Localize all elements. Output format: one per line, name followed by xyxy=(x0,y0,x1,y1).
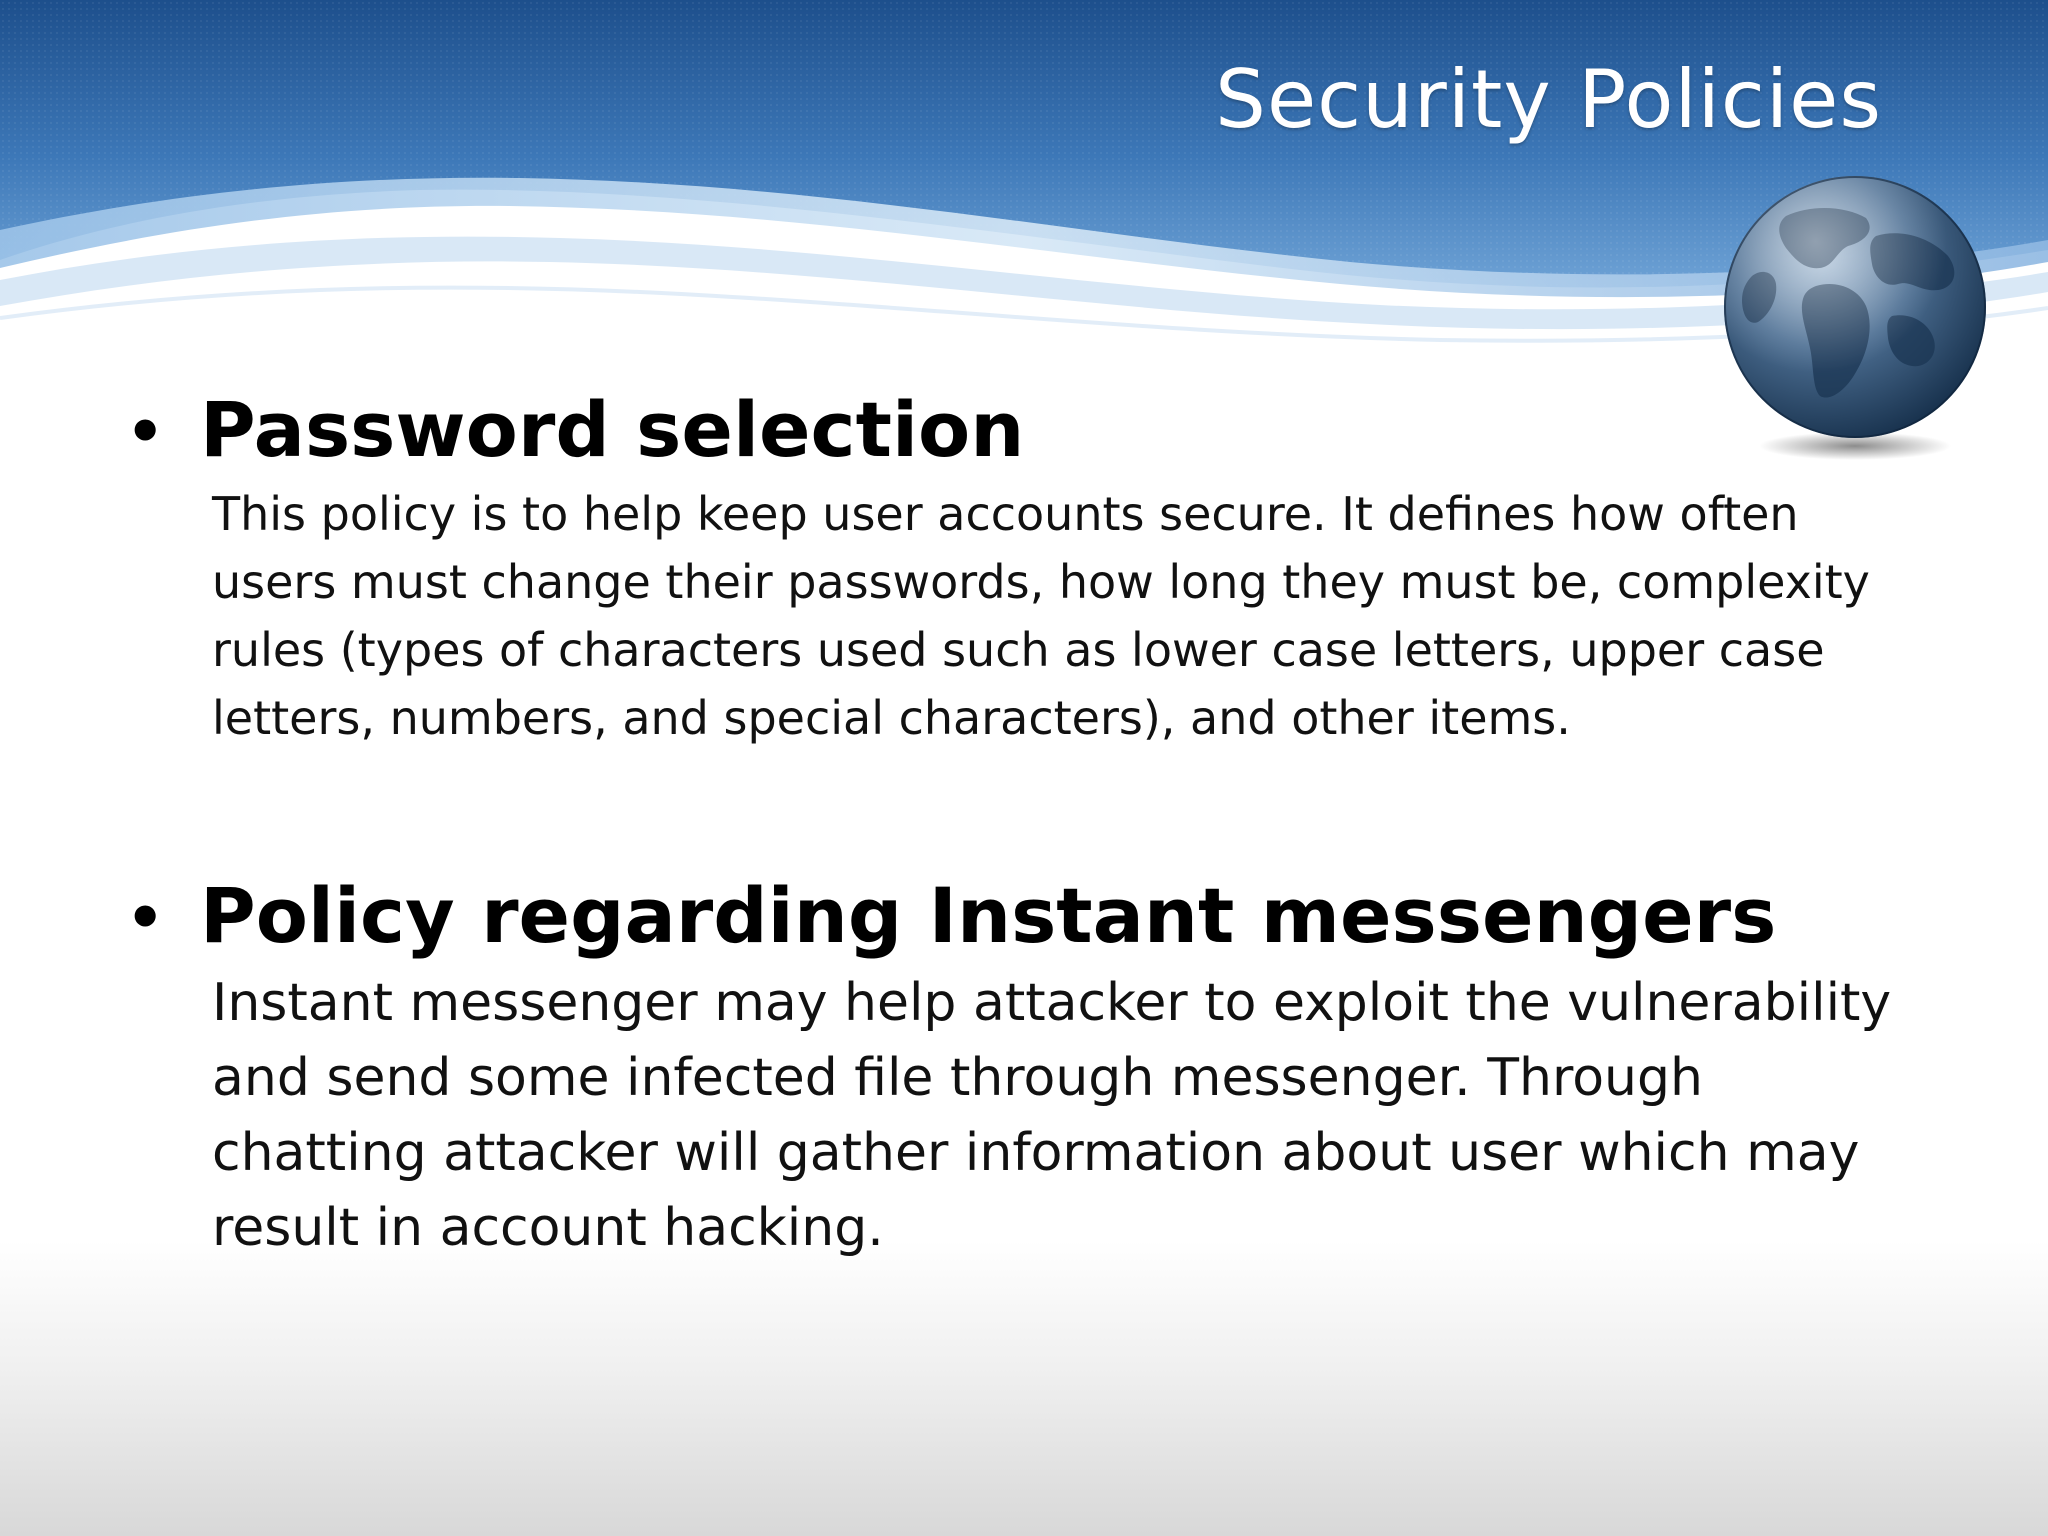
section-body: This policy is to help keep user accounts secure. It defines how often users must change their passwords, how long they must be, complexity rules (types of characters used such as lower case letters, upper case letters, numbers, and special characters), and other items. xyxy=(212,487,1870,745)
section-heading-text: Policy regarding Instant messengers xyxy=(200,871,1777,960)
slide-title: Security Policies xyxy=(1215,53,1882,146)
section-password-selection xyxy=(118,380,1918,752)
bullet-icon: • xyxy=(126,397,165,467)
section-heading xyxy=(118,866,1918,966)
section-body: Instant messenger may help attacker to exploit the vulnerability and send some infected file through messenger. Through chatting attacker will gather information about user which may result in account hacking. xyxy=(212,973,1892,1258)
section-heading xyxy=(118,380,1918,480)
section-instant-messengers xyxy=(118,866,1918,1266)
bullet-icon: • xyxy=(126,883,165,953)
section-heading-text: Password selection xyxy=(200,385,1025,474)
